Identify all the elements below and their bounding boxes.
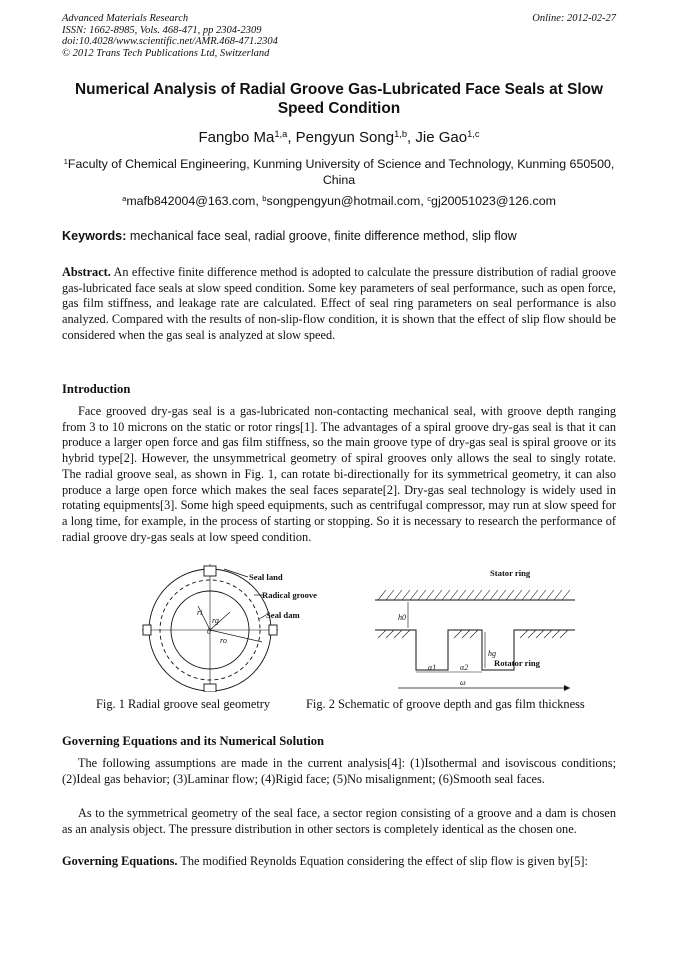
- omega-arrowhead: [564, 685, 570, 691]
- rotor-hatch: [378, 630, 568, 638]
- seal-land-label: Seal land: [249, 572, 283, 582]
- author-separator: ,: [407, 129, 416, 146]
- groove-left: [143, 625, 151, 635]
- author-sup: 1,a: [274, 128, 288, 139]
- groove-bottom: [204, 684, 216, 692]
- abstract: [62, 265, 616, 344]
- figure-1-caption: Fig. 1 Radial groove seal geometry: [96, 697, 271, 711]
- governing-equations-paragraph: [62, 854, 616, 870]
- affiliation-text: Faculty of Chemical Engineering, Kunming University of Science and Technology, Kunming 650500, China: [67, 157, 615, 187]
- issn-line: ISSN: 1662-8985, Vols. 468-471, pp 2304-2309: [62, 24, 262, 36]
- email-address[interactable]: mafb842004@163.com: [126, 194, 256, 208]
- online-date: Online: 2012-02-27: [532, 13, 616, 24]
- email-sup: b: [262, 193, 267, 203]
- sector-paragraph: As to the symmetrical geometry of the seal face, a sector region consisting of a groove and a dam is chosen as an analysis object. The pressure distribution in other sectors is completely identical as the chosen one.: [62, 806, 616, 836]
- author-list: [62, 129, 616, 146]
- theta-label: θ: [207, 627, 211, 636]
- keywords-text: mechanical face seal, radial groove, finite difference method, slip flow: [126, 229, 517, 243]
- email-sup: a: [122, 193, 127, 203]
- ro-radius: [210, 630, 262, 642]
- assumptions-paragraph: The following assumptions are made in the current analysis[4]: (1)Isothermal and isoviscous conditions; (2)Ideal gas behavior; (3)Laminar flow; (4)Rigid face; (5)No misalignment; (6)Smooth seal faces.: [62, 756, 616, 786]
- introduction-heading: Introduction: [62, 382, 131, 396]
- introduction-paragraph: Face grooved dry-gas seal is a gas-lubricated non-contacting mechanical seal, with groove depth ranging from 3 to 10 microns on the static or rotor rings[1]. The advantages of a spiral groove dry-gas seal is that it can produce a larger open force and gas film stiffness, so the main groove type of dry-gas seal is spiral groove or its hybrid type[2]. However, the unsymmetrical geometry of spiral grooves only allows the seal to singly rotate. The radial groove seal, as shown in Fig. 1, can rotate bi-directionally for its symmetrical geometry, it can also produce a large open force which makes the seal faces separate[2]. Dry-gas seal technology is widely used in rotating equipments[3]. Some high speed equipments, such as centrifugal compressor, may run at slow speed for a long time, for example, in the process of starting or stopping. So it is necessary to research the performance of radial groove dry-gas seals at low speed condition.: [62, 404, 616, 544]
- author-separator: ,: [287, 129, 296, 146]
- journal-header: [62, 13, 278, 59]
- governing-equations-label: Governing Equations.: [62, 854, 178, 868]
- abstract-label: Abstract.: [62, 265, 111, 279]
- governing-heading: Governing Equations and its Numerical Solution: [62, 734, 325, 748]
- email-sup: c: [427, 193, 432, 203]
- ri-label: ri: [197, 608, 203, 617]
- email-separator: ,: [255, 194, 263, 208]
- omega-label: ω: [460, 678, 466, 687]
- alpha1-label: α1: [428, 663, 437, 672]
- keywords-label: Keywords:: [62, 229, 127, 243]
- keywords: [62, 229, 616, 243]
- ro-label: ro: [220, 636, 227, 645]
- doi-line: doi:10.4028/www.scientific.net/AMR.468-471.2304: [62, 36, 278, 48]
- paper-title: Numerical Analysis of Radial Groove Gas-Lubricated Face Seals at Slow Speed Condition: [74, 81, 604, 117]
- email-address[interactable]: songpengyun@hotmail.com: [266, 194, 421, 208]
- rg-label: rg: [212, 616, 219, 625]
- seal-dam-leader: [259, 615, 266, 619]
- rotor-profile: [375, 630, 575, 670]
- stator-hatch: [378, 590, 570, 600]
- affiliation: [62, 156, 616, 188]
- affiliation-sup: 1: [63, 156, 68, 166]
- figure-2-groove-schematic: [370, 562, 582, 692]
- alpha2-label: α2: [460, 663, 469, 672]
- groove-right: [269, 625, 277, 635]
- radical-groove-label: Radical groove: [262, 590, 317, 600]
- seal-dam-label: Seal dam: [266, 610, 300, 620]
- journal-name: Advanced Materials Research: [62, 13, 189, 24]
- author-name: Jie Gao: [415, 129, 468, 146]
- email-address[interactable]: gj20051023@126.com: [431, 194, 556, 208]
- rotator-ring-label: Rotator ring: [494, 658, 540, 668]
- groove-top: [204, 566, 216, 576]
- author-name: Fangbo Ma: [198, 129, 275, 146]
- hg-label: hg: [488, 649, 496, 658]
- author-sup: 1,b: [394, 128, 408, 139]
- author-name: Pengyun Song: [295, 129, 395, 146]
- author-sup: 1,c: [467, 128, 480, 139]
- copyright-line: © 2012 Trans Tech Publications Ltd, Switzerland: [62, 47, 270, 59]
- h0-label: h0: [398, 613, 406, 622]
- governing-equations-text: The modified Reynolds Equation considering the effect of slip flow is given by[5]:: [177, 854, 588, 868]
- figure-1-seal-geometry: [124, 562, 334, 692]
- email-separator: ,: [420, 194, 428, 208]
- figure-2-caption: Fig. 2 Schematic of groove depth and gas film thickness: [306, 697, 585, 711]
- abstract-text: An effective finite difference method is adopted to calculate the pressure distribution of radial groove gas-lubricated face seals at slow speed condition. Some key parameters of seal performance, such as open force, gas film stiffness, and leakage rate are calculated. Effect of seal ring parameters on seal performance is also analyzed. Compared with the results of non-slip-flow condition, it is shown that the effect of slip flow should be considered when the gas seal is analyzed at slow speed.: [62, 265, 616, 342]
- seal-land-leader: [224, 569, 248, 577]
- email-list: [62, 194, 616, 208]
- stator-ring-label: Stator ring: [490, 568, 531, 578]
